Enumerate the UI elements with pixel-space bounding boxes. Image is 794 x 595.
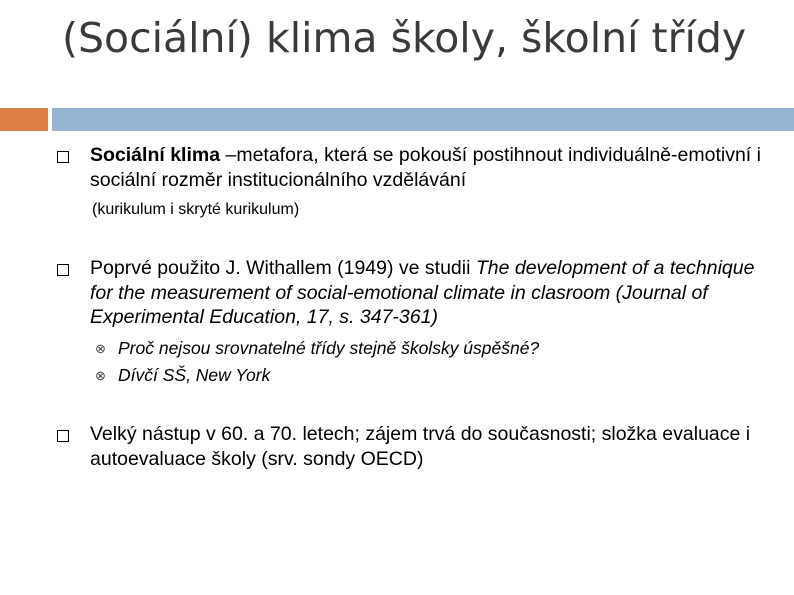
item-1-bold-term: Sociální klima: [90, 144, 226, 166]
title-accent-bar-blue: [52, 108, 794, 131]
item-2-text: Poprvé použito J. Withallem (1949) ve studii: [90, 257, 476, 279]
title-accent-bar-orange: [0, 108, 48, 131]
sub-item-2: Dívčí SŠ, New York: [118, 365, 271, 385]
square-bullet-icon: [57, 151, 69, 163]
circle-cross-bullet-icon: ⊗: [95, 368, 106, 383]
slide-title: (Sociální) klima školy, školní třídy: [62, 14, 747, 62]
sub-item-1: Proč nejsou srovnatelné třídy stejně školsky úspěšné?: [118, 338, 540, 358]
square-bullet-icon: [57, 430, 69, 442]
bullet-item-3: Velký nástup v 60. a 70. letech; zájem trvá do současnosti; složka evaluace i autoevaluace školy (srv. sondy OECD): [90, 423, 751, 470]
circle-cross-bullet-icon: ⊗: [95, 341, 106, 356]
bullet-item-2: [90, 256, 770, 330]
item-1-note: (kurikulum i skryté kurikulum): [92, 201, 300, 218]
item-1-text: –metafora, která se pokouší postihnout individuálně-emotivní i sociální rozměr institucionálního vzdělávání: [90, 144, 761, 191]
item-2-italic-title: The development of a technique for the measurement of social-emotional climate in clasroom (Journal of Experimental Education, 17, s. 347-361): [90, 257, 755, 328]
square-bullet-icon: [57, 264, 69, 276]
bullet-item-1: [90, 143, 770, 192]
